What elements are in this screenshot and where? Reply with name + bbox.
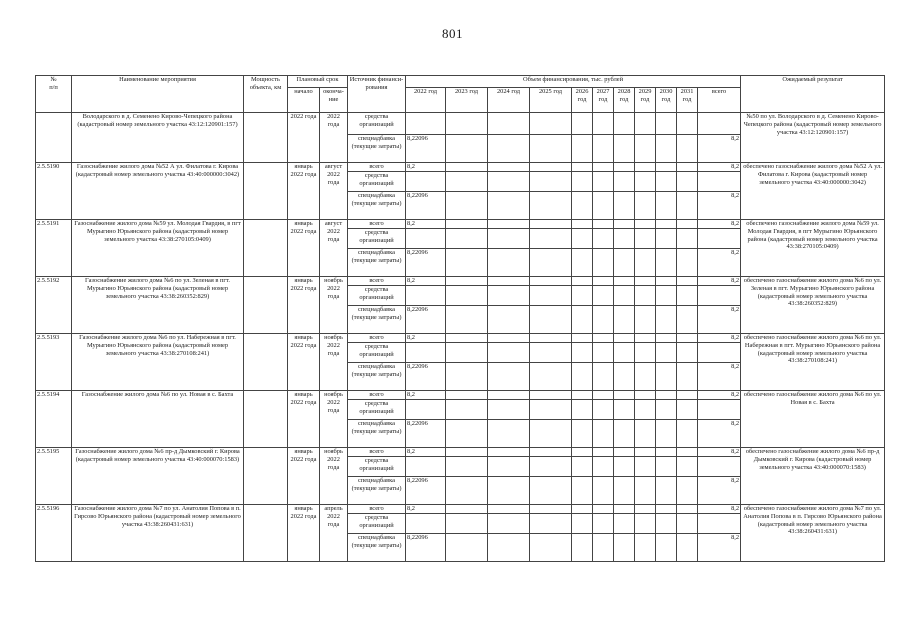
value-2022: 8,22096 (406, 477, 446, 505)
table-header (36, 76, 885, 113)
value-total: 8,2 (698, 448, 741, 457)
item-number: 2.5.5196 (36, 505, 72, 562)
end-date: ноябрь 2022 года (320, 448, 348, 505)
measure-name: Газоснабжение жилого дома №52 А ул. Филатова г. Кирова (кадастровый номер земельного участка 43:40:000000:3042) (72, 163, 244, 220)
source-all: всего (348, 334, 406, 343)
table-row (36, 113, 885, 135)
value-2022: 8,22096 (406, 306, 446, 334)
measure-name: Газоснабжение жилого дома №6 пр-д Дымковский г. Кирова (кадастровый номер земельного участка 43:40:000070:1583) (72, 448, 244, 505)
header-year-2022: 2022 год (406, 88, 446, 113)
header-year-2031: 2031 год (677, 88, 698, 113)
header-end: оконча-ние (320, 88, 348, 113)
header-total: всего (698, 88, 741, 113)
expected-result: обеспечено газоснабжение жилого дома №7 по ул. Анатолия Попова в п. Гирсово Юрьянского района (кадастровый номер земельного участка 43:38:260431:631) (741, 505, 885, 562)
measure-name: Газоснабжение жилого дома №7 по ул. Анатолия Попова в п. Гирсово Юрьянского района (кадастровый номер земельного участка 43:38:260431:631) (72, 505, 244, 562)
expected-result: обеспечено газоснабжение жилого дома №6 пр-д Дымковский г. Кирова (кадастровый номер земельного участка 43:40:000070:1583) (741, 448, 885, 505)
end-date: ноябрь 2022 года (320, 277, 348, 334)
page-number: 801 (442, 26, 463, 41)
table-row (36, 277, 885, 286)
expected-result: обеспечено газоснабжение жилого дома №6 по ул. Набережная в пгт. Мурыгино Юрьянского района (кадастровый номер земельного участка 43:38:270108:241) (741, 334, 885, 391)
expected-result: обеспечено газоснабжение жилого дома №59 ул. Молодая Гвардия, в пгт Мурыгино Юрьянского района (кадастровый номер земельного участка 43:38:270105:0409) (741, 220, 885, 277)
value-total: 8,2 (698, 135, 741, 163)
source-all: всего (348, 505, 406, 514)
source-special: спецнадбавка (текущие затраты) (348, 534, 406, 562)
source-orgs: средства организаций (348, 113, 406, 135)
header-result: Ожидаемый результат (741, 76, 885, 113)
header-year-2027: 2027 год (593, 88, 614, 113)
header-year-2029: 2029 год (635, 88, 656, 113)
header-funding: Объем финансирования, тыс. рублей (406, 76, 741, 88)
header-year-2026: 2026 год (572, 88, 593, 113)
start-date: январь 2022 года (288, 277, 320, 334)
expected-result: №50 по ул. Володарского в д. Семенено Кирово-Чепецкого района (кадастровый номер земельного участка 43:12:120901:157) (741, 113, 885, 163)
value-total: 8,2 (698, 220, 741, 229)
value-2022: 8,2 (406, 505, 446, 514)
source-all: всего (348, 163, 406, 172)
end-date: ноябрь 2022 года (320, 334, 348, 391)
table-row (36, 391, 885, 400)
value-2022: 8,2 (406, 391, 446, 400)
source-special: спецнадбавка (текущие затраты) (348, 249, 406, 277)
end-date: август 2022 года (320, 220, 348, 277)
item-number: 2.5.5191 (36, 220, 72, 277)
source-special: спецнадбавка (текущие затраты) (348, 135, 406, 163)
item-number: 2.5.5194 (36, 391, 72, 448)
table-body (36, 113, 885, 562)
table-row (36, 163, 885, 172)
source-orgs: средства организаций (348, 172, 406, 192)
header-name: Наименование мероприятия (72, 76, 244, 113)
header-start: начало (288, 88, 320, 113)
source-all: всего (348, 277, 406, 286)
value-2022: 8,22096 (406, 249, 446, 277)
source-special: спецнадбавка (текущие затраты) (348, 477, 406, 505)
measure-name: Володарского в д. Семенено Кирово-Чепецкого района (кадастровый номер земельного участка 43:12:120901:157) (72, 113, 244, 163)
header-year-2024: 2024 год (488, 88, 530, 113)
source-all: всего (348, 391, 406, 400)
start-date: январь 2022 года (288, 448, 320, 505)
header-year-2023: 2023 год (446, 88, 488, 113)
end-date: апрель 2022 года (320, 505, 348, 562)
value-total: 8,2 (698, 420, 741, 448)
value-2022: 8,22096 (406, 420, 446, 448)
value-2022: 8,22096 (406, 192, 446, 220)
value-2022: 8,22096 (406, 135, 446, 163)
expected-result: обеспечено газоснабжение жилого дома №52 А ул. Филатова г. Кирова (кадастровый номер земельного участка 43:40:000000:3042) (741, 163, 885, 220)
value-2022: 8,2 (406, 448, 446, 457)
source-orgs: средства организаций (348, 514, 406, 534)
value-2022: 8,2 (406, 334, 446, 343)
table-row (36, 334, 885, 343)
item-number: 2.5.5193 (36, 334, 72, 391)
value-total: 8,2 (698, 505, 741, 514)
measure-name: Газоснабжение жилого дома №6 по ул. Новая в с. Бахта (72, 391, 244, 448)
value-total: 8,2 (698, 477, 741, 505)
measure-name: Газоснабжение жилого дома №59 ул. Молодая Гвардия, в пгт Мурыгино Юрьянского района (кадастровый номер земельного участка 43:38:270105:0409) (72, 220, 244, 277)
header-year-2028: 2028 год (614, 88, 635, 113)
value-total: 8,2 (698, 334, 741, 343)
source-special: спецнадбавка (текущие затраты) (348, 420, 406, 448)
start-date: январь 2022 года (288, 220, 320, 277)
header-year-2025: 2025 год (530, 88, 572, 113)
header-capacity: Мощность объекта, км (244, 76, 288, 113)
source-all: всего (348, 220, 406, 229)
start-date: январь 2022 года (288, 163, 320, 220)
value-total: 8,2 (698, 163, 741, 172)
table-row (36, 448, 885, 457)
item-number: 2.5.5195 (36, 448, 72, 505)
source-special: спецнадбавка (текущие затраты) (348, 363, 406, 391)
source-orgs: средства организаций (348, 343, 406, 363)
table-row (36, 505, 885, 514)
source-orgs: средства организаций (348, 457, 406, 477)
end-date: август 2022 года (320, 163, 348, 220)
measure-name: Газоснабжение жилого дома №6 по ул. Зеленая в пгт. Мурыгино Юрьянского района (кадастровый номер земельного участка 43:38:260352:829) (72, 277, 244, 334)
start-date: январь 2022 года (288, 391, 320, 448)
header-period: Плановый срок (288, 76, 348, 88)
funding-table (35, 75, 885, 562)
value-total: 8,2 (698, 192, 741, 220)
value-total: 8,2 (698, 363, 741, 391)
value-2022: 8,22096 (406, 534, 446, 562)
source-orgs: средства организаций (348, 229, 406, 249)
table-row (36, 220, 885, 229)
source-special: спецнадбавка (текущие затраты) (348, 192, 406, 220)
header-year-2030: 2030 год (656, 88, 677, 113)
end-date: ноябрь 2022 года (320, 391, 348, 448)
value-2022: 8,22096 (406, 363, 446, 391)
measure-name: Газоснабжение жилого дома №6 по ул. Набережная в пгт. Мурыгино Юрьянского района (кадастровый номер земельного участка 43:38:270108:241) (72, 334, 244, 391)
value-2022: 8,2 (406, 277, 446, 286)
end-date: 2022 года (320, 113, 348, 163)
expected-result: обеспечено газоснабжение жилого дома №6 по ул. Зеленая в пгт. Мурыгино Юрьянского района (кадастровый номер земельного участка 43:38:260352:829) (741, 277, 885, 334)
source-all: всего (348, 448, 406, 457)
start-date: январь 2022 года (288, 334, 320, 391)
value-total: 8,2 (698, 249, 741, 277)
source-special: спецнадбавка (текущие затраты) (348, 306, 406, 334)
start-date: 2022 года (288, 113, 320, 163)
source-orgs: средства организаций (348, 286, 406, 306)
value-2022: 8,2 (406, 163, 446, 172)
value-total: 8,2 (698, 277, 741, 286)
start-date: январь 2022 года (288, 505, 320, 562)
expected-result: обеспечено газоснабжение жилого дома №6 по ул. Новая в с. Бахта (741, 391, 885, 448)
value-total: 8,2 (698, 306, 741, 334)
value-2022: 8,2 (406, 220, 446, 229)
item-number: 2.5.5192 (36, 277, 72, 334)
header-num: № п/п (36, 76, 72, 113)
header-source: Источник финанси-рования (348, 76, 406, 113)
item-number: 2.5.5190 (36, 163, 72, 220)
source-orgs: средства организаций (348, 400, 406, 420)
value-total: 8,2 (698, 534, 741, 562)
value-total: 8,2 (698, 391, 741, 400)
